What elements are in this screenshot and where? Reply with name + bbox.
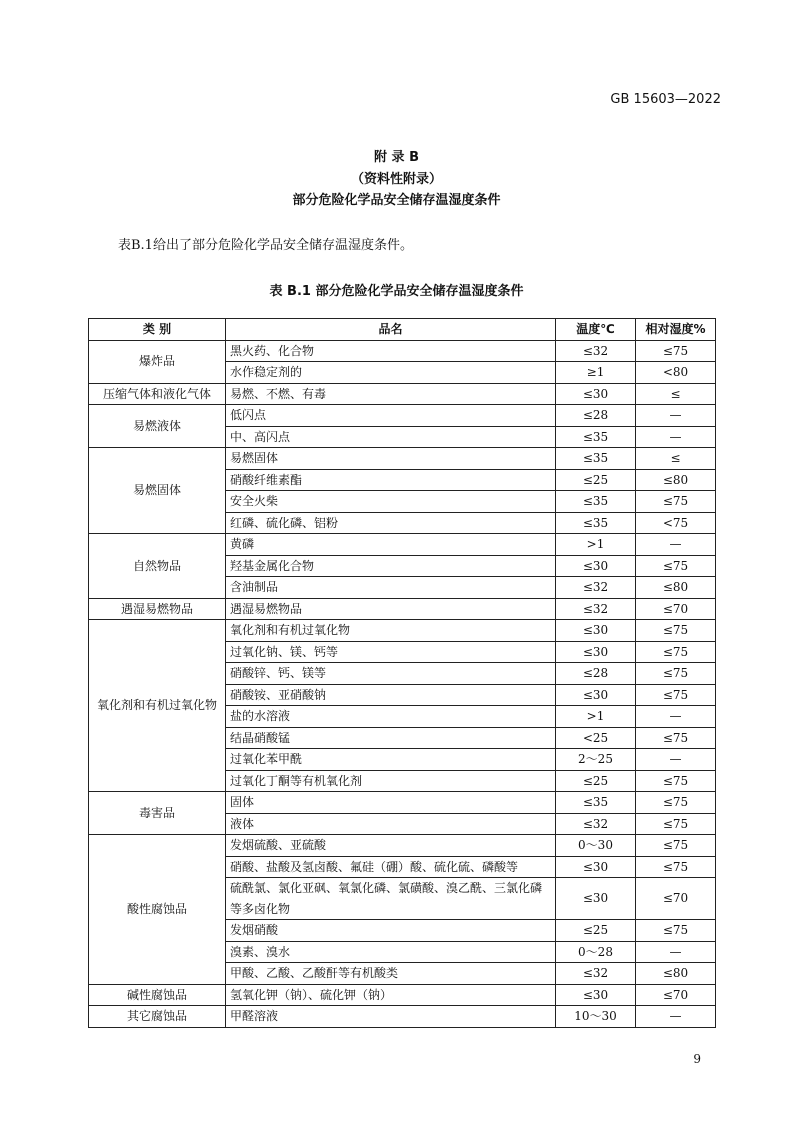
- table-row: [89, 598, 716, 620]
- humidity-cell: —: [636, 941, 716, 963]
- humidity-cell: ≤: [636, 383, 716, 405]
- temperature-cell: ≤30: [556, 856, 636, 878]
- humidity-cell: ≤75: [636, 340, 716, 362]
- humidity-cell: —: [636, 749, 716, 771]
- temperature-cell: ≤35: [556, 448, 636, 470]
- standard-code: GB 15603—2022: [610, 92, 721, 107]
- humidity-cell: ≤75: [636, 555, 716, 577]
- humidity-cell: —: [636, 1006, 716, 1028]
- temperature-cell: ≤30: [556, 984, 636, 1006]
- humidity-cell: ≤80: [636, 469, 716, 491]
- product-name-cell: 硝酸纤维素酯: [226, 469, 556, 491]
- table-caption: 表 B.1 部分危险化学品安全储存温湿度条件: [269, 284, 524, 299]
- humidity-cell: ≤75: [636, 813, 716, 835]
- humidity-cell: ≤80: [636, 963, 716, 985]
- category-cell: 氧化剂和有机过氧化物: [89, 620, 226, 792]
- product-name-cell: 水作稳定剂的: [226, 362, 556, 384]
- temperature-cell: >1: [556, 534, 636, 556]
- temperature-cell: ≤35: [556, 792, 636, 814]
- table-row: [89, 448, 716, 470]
- product-name-cell: 发烟硫酸、亚硫酸: [226, 835, 556, 857]
- table-row: [89, 792, 716, 814]
- humidity-cell: ≤75: [636, 491, 716, 513]
- product-name-cell: 羟基金属化合物: [226, 555, 556, 577]
- product-name-cell: 发烟硝酸: [226, 920, 556, 942]
- table-row: [89, 405, 716, 427]
- humidity-cell: ≤75: [636, 620, 716, 642]
- product-name-cell: 安全火柴: [226, 491, 556, 513]
- product-name-cell: 硝酸、盐酸及氢卤酸、氟硅（硼）酸、硫化硫、磷酸等: [226, 856, 556, 878]
- product-name-cell: 甲醛溶液: [226, 1006, 556, 1028]
- temperature-cell: 10～30: [556, 1006, 636, 1028]
- temperature-cell: ≤30: [556, 641, 636, 663]
- temperature-cell: ≤35: [556, 491, 636, 513]
- header-name: 品名: [226, 319, 556, 341]
- humidity-cell: ≤70: [636, 878, 716, 920]
- category-cell: 酸性腐蚀品: [89, 835, 226, 985]
- product-name-cell: 氧化剂和有机过氧化物: [226, 620, 556, 642]
- table-row: [89, 534, 716, 556]
- temperature-cell: ≤30: [556, 555, 636, 577]
- temperature-cell: ≤28: [556, 663, 636, 685]
- product-name-cell: 液体: [226, 813, 556, 835]
- temperature-cell: ≥1: [556, 362, 636, 384]
- product-name-cell: 盐的水溶液: [226, 706, 556, 728]
- humidity-cell: ≤75: [636, 641, 716, 663]
- category-cell: 易燃液体: [89, 405, 226, 448]
- product-name-cell: 溴素、溴水: [226, 941, 556, 963]
- category-cell: 压缩气体和液化气体: [89, 383, 226, 405]
- product-name-cell: 过氧化钠、镁、钙等: [226, 641, 556, 663]
- header-category: 类 别: [89, 319, 226, 341]
- temperature-cell: ≤25: [556, 469, 636, 491]
- humidity-cell: —: [636, 426, 716, 448]
- humidity-cell: —: [636, 534, 716, 556]
- humidity-cell: ≤75: [636, 663, 716, 685]
- temperature-cell: ≤30: [556, 620, 636, 642]
- category-cell: 其它腐蚀品: [89, 1006, 226, 1028]
- humidity-cell: —: [636, 706, 716, 728]
- product-name-cell: 硫酰氯、氯化亚砜、氧氯化磷、氯磺酸、溴乙酰、三氯化磷等多卤化物: [226, 878, 556, 920]
- temperature-cell: ≤32: [556, 963, 636, 985]
- page-number: 9: [693, 1052, 701, 1066]
- table-header-row: [89, 319, 716, 341]
- category-cell: 自然物品: [89, 534, 226, 599]
- product-name-cell: 黄磷: [226, 534, 556, 556]
- table-row: [89, 383, 716, 405]
- product-name-cell: 含油制品: [226, 577, 556, 599]
- temperature-cell: ≤30: [556, 383, 636, 405]
- category-cell: 遇湿易燃物品: [89, 598, 226, 620]
- category-cell: 碱性腐蚀品: [89, 984, 226, 1006]
- temperature-cell: <25: [556, 727, 636, 749]
- appendix-type: （资料性附录）: [350, 172, 442, 187]
- temperature-cell: >1: [556, 706, 636, 728]
- header-humidity: 相对湿度%: [636, 319, 716, 341]
- product-name-cell: 易燃固体: [226, 448, 556, 470]
- table-body: [89, 340, 716, 1027]
- temperature-cell: ≤30: [556, 878, 636, 920]
- table-row: [89, 1006, 716, 1028]
- product-name-cell: 易燃、不燃、有毒: [226, 383, 556, 405]
- intro-paragraph: 表B.1给出了部分危险化学品安全储存温湿度条件。: [118, 238, 413, 253]
- temperature-cell: ≤32: [556, 577, 636, 599]
- product-name-cell: 硝酸锌、钙、镁等: [226, 663, 556, 685]
- humidity-cell: ≤75: [636, 920, 716, 942]
- humidity-cell: ≤75: [636, 770, 716, 792]
- product-name-cell: 氢氧化钾（钠）、硫化钾（钠）: [226, 984, 556, 1006]
- humidity-cell: ≤75: [636, 792, 716, 814]
- table-row: [89, 620, 716, 642]
- temperature-cell: ≤35: [556, 512, 636, 534]
- humidity-cell: —: [636, 405, 716, 427]
- temperature-cell: 0～28: [556, 941, 636, 963]
- appendix-label: 附 录 B: [374, 150, 419, 165]
- category-cell: 毒害品: [89, 792, 226, 835]
- product-name-cell: 结晶硝酸锰: [226, 727, 556, 749]
- product-name-cell: 红磷、硫化磷、铝粉: [226, 512, 556, 534]
- humidity-cell: ≤70: [636, 984, 716, 1006]
- product-name-cell: 硝酸铵、亚硝酸钠: [226, 684, 556, 706]
- category-cell: 易燃固体: [89, 448, 226, 534]
- temperature-cell: ≤25: [556, 770, 636, 792]
- table-row: [89, 340, 716, 362]
- appendix-title: 部分危险化学品安全储存温湿度条件: [292, 193, 501, 208]
- humidity-cell: ≤75: [636, 856, 716, 878]
- humidity-cell: ≤75: [636, 684, 716, 706]
- table-row: [89, 984, 716, 1006]
- product-name-cell: 黑火药、化合物: [226, 340, 556, 362]
- humidity-cell: <80: [636, 362, 716, 384]
- product-name-cell: 甲酸、乙酸、乙酸酐等有机酸类: [226, 963, 556, 985]
- product-name-cell: 过氧化苯甲酰: [226, 749, 556, 771]
- product-name-cell: 遇湿易燃物品: [226, 598, 556, 620]
- humidity-cell: ≤: [636, 448, 716, 470]
- temperature-cell: ≤25: [556, 920, 636, 942]
- temperature-cell: ≤30: [556, 684, 636, 706]
- product-name-cell: 低闪点: [226, 405, 556, 427]
- temperature-cell: ≤28: [556, 405, 636, 427]
- humidity-cell: ≤75: [636, 727, 716, 749]
- humidity-cell: <75: [636, 512, 716, 534]
- temperature-cell: 0～30: [556, 835, 636, 857]
- temperature-cell: ≤35: [556, 426, 636, 448]
- humidity-cell: ≤80: [636, 577, 716, 599]
- product-name-cell: 固体: [226, 792, 556, 814]
- category-cell: 爆炸品: [89, 340, 226, 383]
- header-temperature: 温度℃: [556, 319, 636, 341]
- humidity-cell: ≤75: [636, 835, 716, 857]
- storage-conditions-table: [88, 318, 716, 1028]
- product-name-cell: 中、高闪点: [226, 426, 556, 448]
- temperature-cell: ≤32: [556, 598, 636, 620]
- table-row: [89, 835, 716, 857]
- temperature-cell: ≤32: [556, 340, 636, 362]
- temperature-cell: 2～25: [556, 749, 636, 771]
- product-name-cell: 过氧化丁酮等有机氧化剂: [226, 770, 556, 792]
- humidity-cell: ≤70: [636, 598, 716, 620]
- temperature-cell: ≤32: [556, 813, 636, 835]
